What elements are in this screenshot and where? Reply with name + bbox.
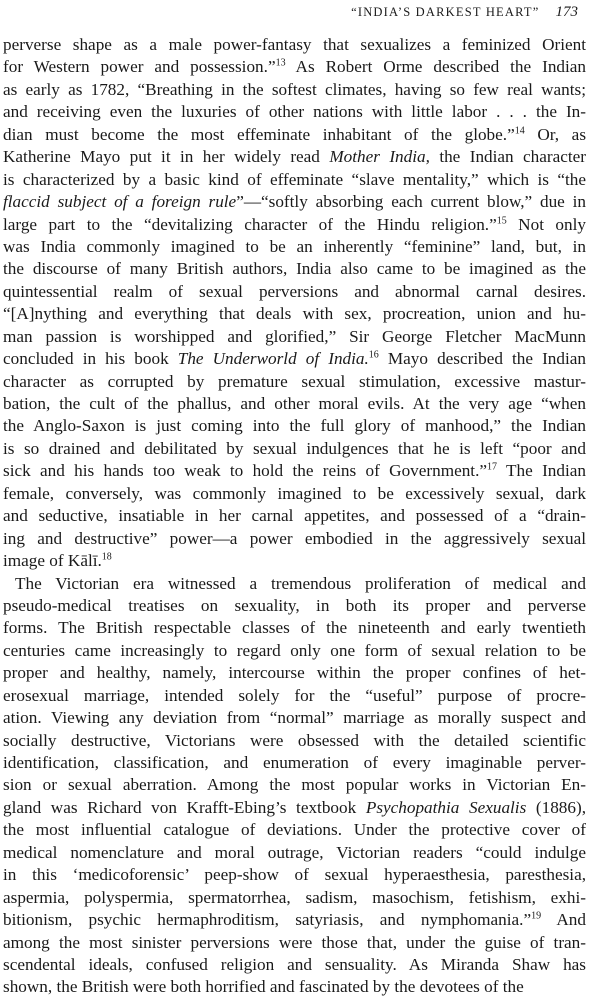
text-segment: forms. The British respectable classes of the nineteenth and early twentieth	[3, 618, 586, 638]
text-line	[3, 56, 586, 78]
text-line	[3, 438, 586, 460]
text-segment: As Robert Orme described the Indian	[285, 57, 586, 77]
text-line	[3, 146, 586, 168]
italic-text: The Underworld of India.	[177, 349, 369, 369]
text-segment: medical nomenclature and moral outrage, Victorian readers “could indulge	[3, 842, 586, 862]
text-segment: quintessential realm of sexual perversions and abnormal carnal desires.	[3, 281, 586, 301]
text-segment: centuries came increasingly to regard only one form of sexual relation to be	[3, 640, 586, 660]
text-line	[3, 685, 586, 707]
text-segment: (1886),	[526, 797, 586, 817]
text-segment: among the most sinister perversions were those that, under the guise of tran-	[3, 932, 586, 952]
text-segment: as early as 1782, “Breathing in the softest climates, having so few real wants;	[3, 79, 586, 99]
running-title: “INDIA’S DARKEST HEART”	[351, 5, 540, 19]
text-segment: proper and healthy, namely, intercourse within the proper confines of het-	[3, 663, 586, 683]
footnote-ref: 14	[514, 125, 525, 137]
text-line	[3, 101, 586, 123]
footnote-ref: 16	[368, 349, 379, 361]
text-segment: and seductive, insatiable in her carnal appetites, and possessed of a “drain-	[3, 506, 586, 526]
text-line	[3, 617, 586, 639]
text-segment: sick and his hands too weak to hold the reins of Government.”	[3, 461, 488, 481]
text-segment: the Anglo-Saxon is just coming into the full glory of manhood,” the Indian	[3, 416, 586, 436]
text-segment: is so drained and debilitated by sexual indulgences that he is left “poor and	[3, 438, 586, 458]
text-segment: scendental ideals, confused religion and sensuality. As Miranda Shaw has	[3, 954, 586, 974]
text-segment: The Indian	[497, 461, 586, 481]
text-segment: erosexual marriage, intended solely for the “useful” purpose of procre-	[3, 685, 586, 705]
text-segment: character as corrupted by premature sexual stimulation, excessive mastur-	[3, 371, 586, 391]
text-segment: and receiving even the luxuries of other nations with little labor . . . the In-	[3, 102, 586, 122]
text-segment: Not only	[506, 214, 586, 234]
text-line	[3, 34, 586, 56]
text-segment: ation. Viewing any deviation from “normal” marriage as morally suspect and	[3, 708, 586, 728]
text-line	[3, 819, 586, 841]
text-segment: shown, the British were both horrified and fascinated by the devotees of the	[3, 977, 524, 997]
text-line	[3, 550, 586, 572]
text-segment: bitionism, psychic hermaphroditism, satyriasis, and nymphomania.”	[3, 910, 532, 930]
text-line	[3, 326, 586, 348]
text-line	[3, 258, 586, 280]
text-segment: gland was Richard von Krafft-Ebing’s textbook	[3, 797, 366, 817]
text-segment: The Victorian era witnessed a tremendous proliferation of medical and	[15, 573, 586, 593]
text-segment: socially destructive, Victorians were obsessed with the detailed scientific	[3, 730, 586, 750]
text-line	[3, 954, 586, 976]
text-segment: Katherine Mayo put it in her widely read	[3, 147, 330, 167]
text-line	[3, 573, 586, 595]
italic-text: Psychopathia Sexualis	[365, 797, 527, 817]
text-line	[3, 774, 586, 796]
footnote-ref: 13	[275, 57, 286, 69]
page-number: 173	[555, 4, 578, 20]
text-segment: for Western power and possession.”	[3, 57, 276, 77]
text-line	[3, 595, 586, 617]
text-line	[3, 303, 586, 325]
text-line	[3, 191, 586, 213]
text-segment: was India commonly imagined to be an inherently “feminine” land, but, in	[3, 236, 586, 256]
text-segment: image of Kālī.	[3, 551, 102, 571]
text-segment: sion or sexual aberration. Among the most popular works in Victorian En-	[3, 775, 586, 795]
text-line	[3, 281, 586, 303]
text-line	[3, 662, 586, 684]
text-line	[3, 730, 586, 752]
text-segment: concluded in his book	[3, 349, 178, 369]
text-segment: identification, classification, and enumeration of every imaginable perver-	[3, 753, 586, 772]
text-line	[3, 236, 586, 258]
text-segment: large part to the “devitalizing character of the Hindu religion.”	[3, 214, 497, 234]
text-line	[3, 460, 586, 482]
text-line	[3, 169, 586, 191]
text-line	[3, 797, 586, 819]
text-segment: in this ‘medicoforensic’ peep-show of sexual hyperaesthesia, paresthesia,	[3, 865, 586, 885]
text-segment: man passion is worshipped and glorified,” Sir George Fletcher MacMunn	[3, 326, 586, 346]
text-line	[3, 348, 586, 370]
text-line	[3, 864, 586, 886]
text-segment: dian must become the most effeminate inhabitant of the globe.”	[3, 124, 515, 144]
text-segment: Or, as	[524, 124, 586, 144]
text-line	[3, 505, 586, 527]
text-line	[3, 528, 586, 550]
text-segment: bation, the cult of the phallus, and other moral evils. At the very age “when	[3, 394, 586, 413]
text-line	[3, 707, 586, 729]
text-segment: perverse shape as a male power-fantasy that sexualizes a feminized Orient	[3, 35, 586, 54]
footnote-ref: 18	[101, 551, 112, 563]
text-line	[3, 752, 586, 774]
text-segment: Mayo described the Indian	[378, 349, 586, 369]
text-segment: “[A]nything and everything that deals with sex, procreation, union and hu-	[3, 304, 586, 324]
text-segment: ”—“softly absorbing each current blow,” due in	[236, 192, 586, 212]
italic-text: Mother India,	[329, 147, 430, 167]
text-line	[3, 79, 586, 101]
text-line	[3, 393, 586, 415]
text-line	[3, 483, 586, 505]
text-line	[3, 640, 586, 662]
text-segment: the Indian character	[429, 147, 586, 167]
text-line	[3, 371, 586, 393]
footnote-ref: 15	[496, 214, 507, 226]
text-segment: ing and destructive” power—a power embodied in the aggressively sexual	[3, 528, 586, 548]
text-segment: And	[541, 910, 586, 930]
text-line	[3, 976, 586, 998]
text-segment: is characterized by a basic kind of effeminate “slave mentality,” which is “the	[3, 169, 586, 189]
text-segment: the most influential catalogue of deviations. Under the protective cover of	[3, 820, 586, 840]
body-text	[3, 34, 586, 999]
text-line	[3, 415, 586, 437]
running-head	[351, 4, 578, 21]
footnote-ref: 17	[487, 461, 498, 473]
text-line	[3, 887, 586, 909]
footnote-ref: 19	[531, 910, 542, 922]
text-segment: female, conversely, was commonly imagined to be excessively sexual, dark	[3, 483, 586, 503]
text-line	[3, 909, 586, 931]
text-line	[3, 842, 586, 864]
text-line	[3, 932, 586, 954]
text-segment: aspermia, polyspermia, spermatorrhea, sadism, masochism, fetishism, exhi-	[3, 887, 586, 907]
text-line	[3, 214, 586, 236]
text-line	[3, 124, 586, 146]
text-segment: the discourse of many British authors, India also came to be imagined as the	[3, 259, 586, 279]
text-segment: pseudo-medical treatises on sexuality, in both its proper and perverse	[3, 595, 586, 615]
italic-text: flaccid subject of a foreign rule	[3, 192, 237, 212]
